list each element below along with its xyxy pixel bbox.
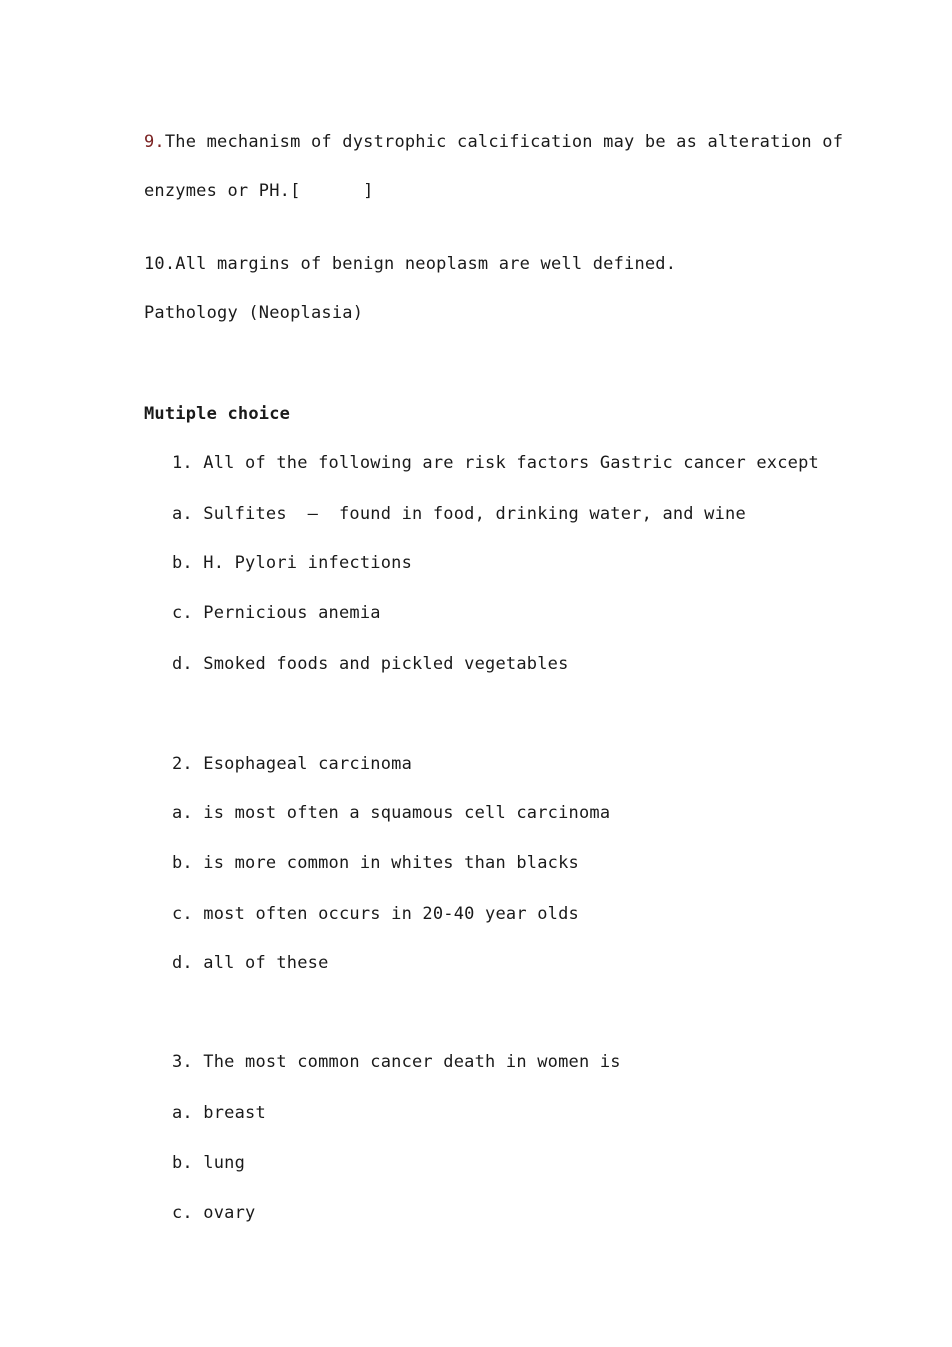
mcq-3-option-b: b. lung (172, 1153, 246, 1173)
question-10: 10.All margins of benign neoplasm are well defined. (144, 254, 677, 274)
question-9-line-2: enzymes or PH.[ ] (144, 181, 374, 201)
mcq-1-option-d: d. Smoked foods and pickled vegetables (172, 654, 569, 674)
mcq-3-question: 3. The most common cancer death in women is (172, 1052, 621, 1072)
question-9-line-1 (144, 131, 843, 153)
mcq-1-option-b: b. H. Pylori infections (172, 553, 413, 573)
mcq-2-option-c: c. most often occurs in 20-40 year olds (172, 904, 579, 924)
mcq-2-option-b: b. is more common in whites than blacks (172, 853, 579, 873)
mcq-3-option-c: c. ovary (172, 1203, 256, 1223)
mcq-1-option-c: c. Pernicious anemia (172, 603, 381, 623)
mcq-3-option-a: a. breast (172, 1103, 266, 1123)
mcq-2-option-d: d. all of these (172, 953, 329, 973)
section-title: Pathology (Neoplasia) (144, 303, 364, 323)
question-9-text: The mechanism of dystrophic calcification may be as alteration of (164, 132, 844, 152)
mcq-1-question: 1. All of the following are risk factors Gastric cancer except (172, 453, 819, 473)
question-9-number: 9. (144, 132, 165, 152)
mcq-2-question: 2. Esophageal carcinoma (172, 754, 413, 774)
mcq-1-option-a: a. Sulfites – found in food, drinking water, and wine (172, 504, 746, 524)
mcq-2-option-a: a. is most often a squamous cell carcinoma (172, 803, 611, 823)
section-subtitle: Mutiple choice (144, 404, 291, 424)
